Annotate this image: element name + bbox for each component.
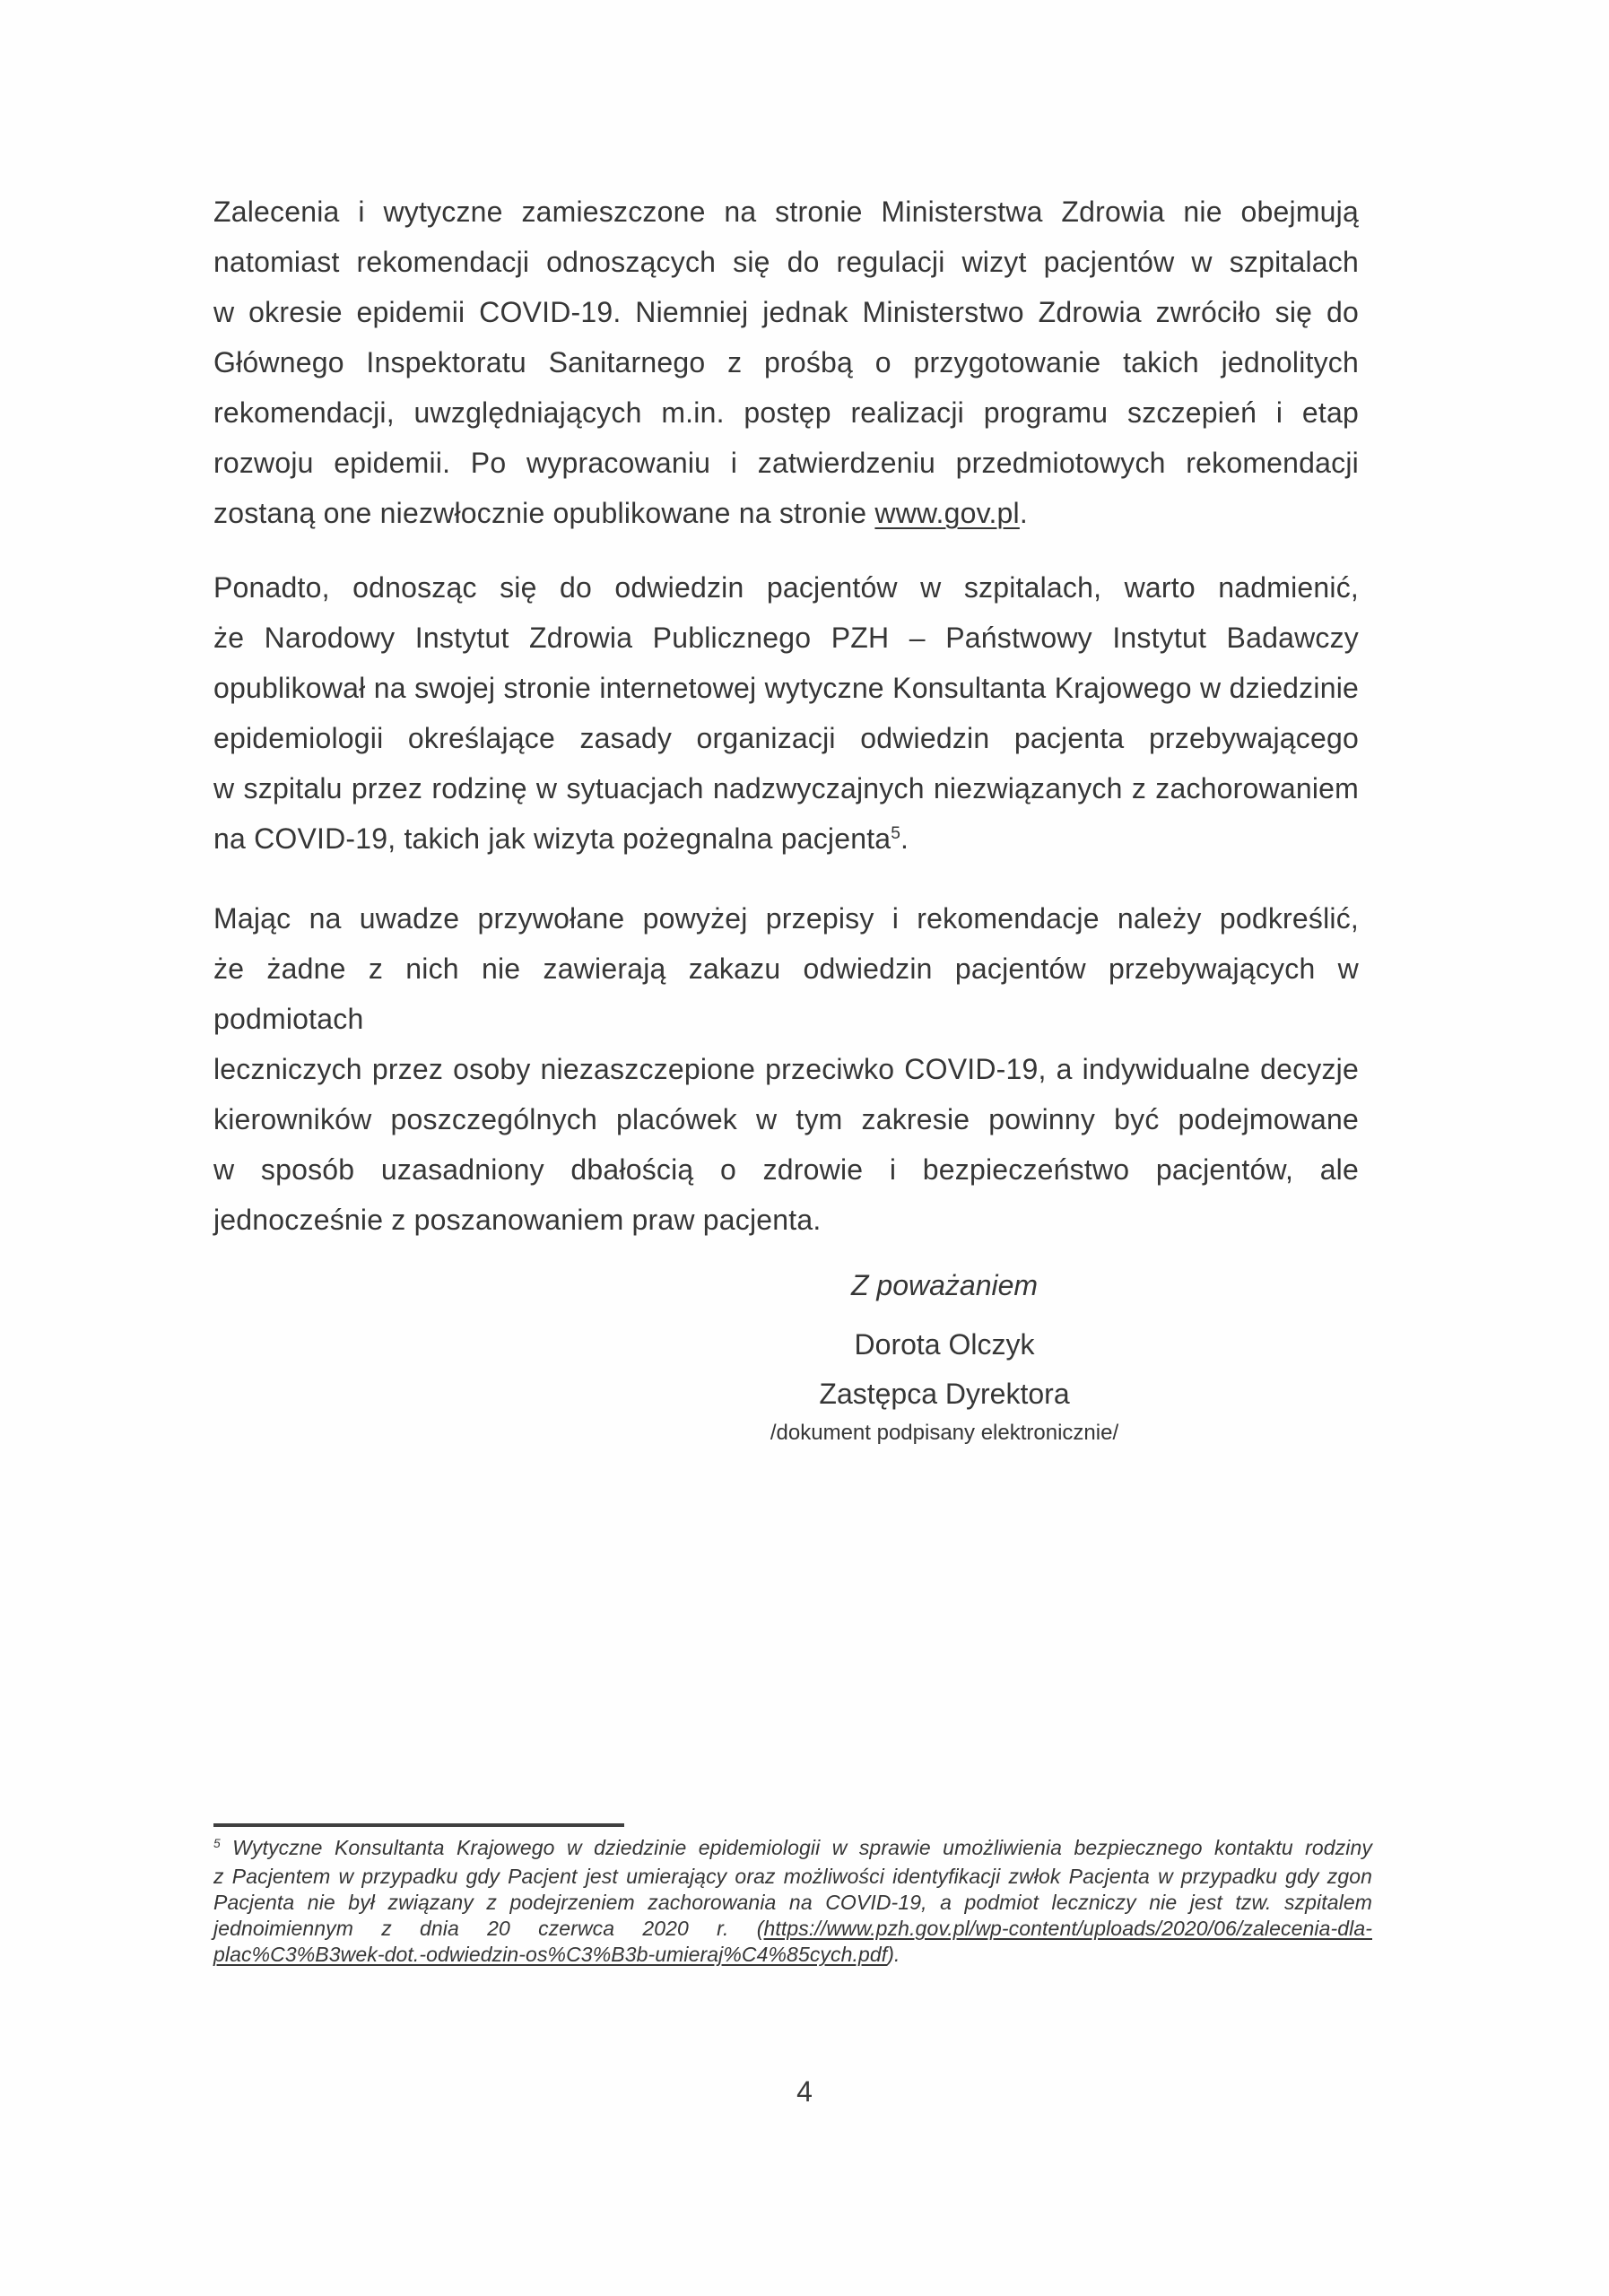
- text-line: [213, 438, 1359, 488]
- text-line: [213, 1144, 1359, 1195]
- text-segment: w sposób uzasadniony dbałością o zdrowie i bezpieczeństwo pacjentów, ale: [213, 1153, 1359, 1186]
- text-line: [213, 1890, 1372, 1916]
- text-segment: z Pacjentem w przypadku gdy Pacjent jest umierający oraz możliwości identyfikacji zwłok Pacjenta w przypadku gdy zgon: [213, 1865, 1372, 1888]
- text-line: [213, 237, 1359, 287]
- text-segment: zostaną one niezwłocznie opublikowane na stronie: [213, 497, 875, 529]
- text-line: [213, 613, 1359, 663]
- text-segment: Mając na uwadze przywołane powyżej przepisy i rekomendacje należy podkreślić,: [213, 902, 1359, 935]
- text-line: [213, 337, 1359, 387]
- text-line: [213, 287, 1359, 337]
- text-line: [213, 763, 1359, 813]
- paragraph-2: [213, 562, 1359, 869]
- text-segment: kierowników poszczególnych placówek w tym zakresie powinny być podejmowane: [213, 1103, 1359, 1135]
- text-segment: jednocześnie z poszanowaniem praw pacjenta.: [213, 1204, 822, 1236]
- text-segment: .: [900, 822, 909, 855]
- text-segment: Ponadto, odnosząc się do odwiedzin pacjentów w szpitalach, warto nadmienić,: [213, 571, 1359, 604]
- text-segment: w szpitalu przez rodzinę w sytuacjach nadzwyczajnych niezwiązanych z zachorowaniem: [213, 772, 1359, 804]
- text-segment: Wytyczne Konsultanta Krajowego w dziedzinie epidemiologii w sprawie umożliwienia bezpiecznego kontaktu rodziny: [220, 1836, 1372, 1859]
- paragraph-1: [213, 187, 1359, 538]
- text-segment: ).: [887, 1943, 900, 1966]
- signature-electronic-note: /dokument podpisany elektronicznie/: [770, 1421, 1119, 1445]
- signature-block: [675, 1266, 1213, 1447]
- footnote-reference-5: 5: [891, 824, 900, 844]
- footnote: [213, 1835, 1372, 1968]
- text-segment: Zalecenia i wytyczne zamieszczone na stronie Ministerstwa Zdrowia nie obejmują: [213, 196, 1359, 228]
- text-segment: opublikował na swojej stronie internetowej wytyczne Konsultanta Krajowego w dziedzinie: [213, 672, 1359, 704]
- text-line: [213, 1044, 1359, 1094]
- text-line: [213, 713, 1359, 763]
- text-segment: epidemiologii określające zasady organizacji odwiedzin pacjenta przebywającego: [213, 722, 1359, 754]
- text-segment: Pacjenta nie był związany z podejrzeniem zachorowania na COVID-19, a podmiot leczniczy nie jest tzw. szpitalem: [213, 1891, 1372, 1914]
- text-line: [213, 1864, 1372, 1890]
- text-line: [213, 488, 1359, 538]
- page-number: 4: [796, 2075, 813, 2108]
- text-segment: rozwoju epidemii. Po wypracowaniu i zatwierdzeniu przedmiotowych rekomendacji: [213, 447, 1359, 479]
- footnote-marker-5: 5: [213, 1837, 221, 1851]
- text-line: [213, 1094, 1359, 1144]
- signature-closing: Z poważaniem: [850, 1269, 1039, 1301]
- signature-title: Zastępca Dyrektora: [819, 1378, 1070, 1410]
- text-segment: w okresie epidemii COVID-19. Niemniej jednak Ministerstwo Zdrowia zwróciło się do: [213, 296, 1359, 328]
- text-segment: natomiast rekomendacji odnoszących się do regulacji wizyt pacjentów w szpitalach: [213, 246, 1359, 278]
- text-line: [213, 893, 1359, 944]
- text-line: [213, 387, 1359, 438]
- text-segment: rekomendacji, uwzględniających m.in. postęp realizacji programu szczepień i etap: [213, 396, 1359, 429]
- footnote-separator: [213, 1823, 624, 1827]
- text-segment: na COVID-19, takich jak wizyta pożegnalna pacjenta: [213, 822, 891, 855]
- paragraph-3: [213, 893, 1359, 1245]
- text-line: [213, 1835, 1372, 1864]
- text-segment: .: [1019, 497, 1028, 529]
- text-line: [213, 187, 1359, 237]
- text-segment: jednoimiennym z dnia 20 czerwca 2020 r. (: [213, 1917, 764, 1940]
- text-segment: że żadne z nich nie zawierają zakazu odwiedzin pacjentów przebywających w podmiotach: [213, 952, 1359, 1035]
- text-line: [213, 1942, 1372, 1968]
- text-segment: Głównego Inspektoratu Sanitarnego z prośbą o przygotowanie takich jednolitych: [213, 346, 1359, 378]
- text-line: [213, 1916, 1372, 1942]
- signature-name: Dorota Olczyk: [854, 1328, 1035, 1361]
- text-segment: leczniczych przez osoby niezaszczepione przeciwko COVID-19, a indywidualne decyzje: [213, 1053, 1359, 1085]
- text-segment: że Narodowy Instytut Zdrowia Publicznego PZH – Państwowy Instytut Badawczy: [213, 622, 1359, 654]
- text-line: [213, 813, 1359, 869]
- link-www-gov-pl[interactable]: www.gov.pl: [874, 497, 1020, 529]
- text-line: [213, 663, 1359, 713]
- letter-body: [213, 187, 1359, 1269]
- text-line: [213, 944, 1359, 1044]
- text-line: [213, 562, 1359, 613]
- footnote-link-pzh[interactable]: plac%C3%B3wek-dot.-odwiedzin-os%C3%B3b-umieraj%C4%85cych.pdf: [213, 1943, 888, 1966]
- text-line: [213, 1195, 1359, 1245]
- footnote-link-pzh[interactable]: https://www.pzh.gov.pl/wp-content/uploads/2020/06/zalecenia-dla-: [763, 1917, 1372, 1940]
